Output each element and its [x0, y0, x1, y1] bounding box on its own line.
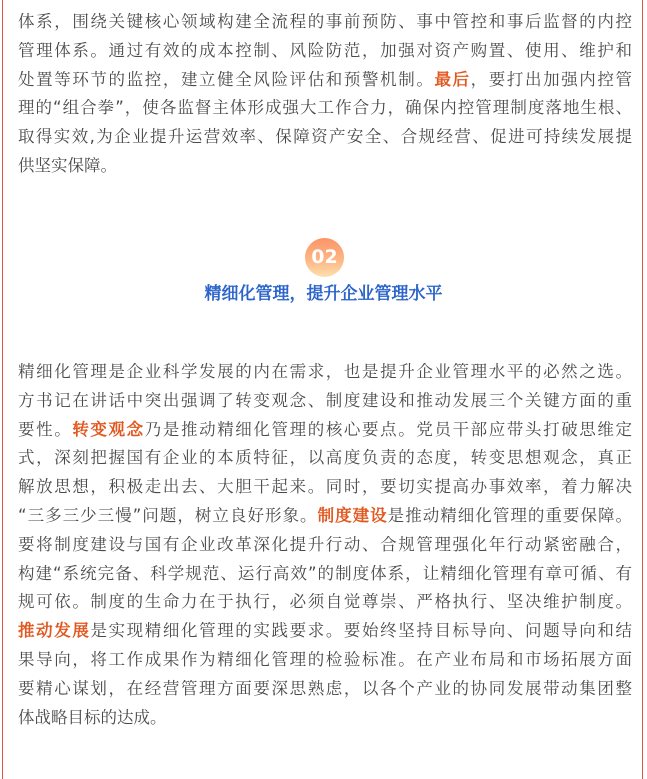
text-segment: 供坚实保障。: [18, 155, 117, 175]
text-segment: 理的“组合拳”，使各监督主体形成强大工作合力，确保内控管理制度落地生根、: [18, 98, 632, 118]
text-line: [18, 531, 632, 560]
text-segment: 规可依。制度的生命力在于执行，必须自觉尊崇、严格执行、坚决维护制度。: [18, 592, 632, 612]
text-line: [18, 123, 632, 152]
text-line: [18, 387, 632, 416]
text-segment: 解放思想，积极走出去、大胆干起来。同时，要切实提高办事效率，着力解决: [18, 477, 632, 497]
paragraph-refined-management: [18, 358, 632, 732]
text-line: [18, 617, 632, 646]
text-line: [18, 704, 632, 733]
text-segment: 处置等环节的监控，建立健全风险评估和预警机制。: [18, 69, 435, 89]
text-line: [18, 416, 632, 445]
text-segment: ，要打出加强内控管: [470, 69, 633, 89]
text-line: [18, 358, 632, 387]
text-segment: 果导向，将工作成果作为精细化管理的检验标准。在产业布局和市场拓展方面: [18, 649, 632, 669]
text-line: [18, 675, 632, 704]
text-line: [18, 646, 632, 675]
text-segment: 是推动精细化管理的重要保障。: [387, 505, 633, 525]
section-number-badge: 02: [305, 238, 344, 277]
highlighted-keyword: 制度建设: [317, 505, 388, 525]
text-segment: 精细化管理是企业科学发展的内在需求，也是提升企业管理水平的必然之选。: [18, 362, 632, 381]
text-line: [18, 560, 632, 589]
text-line: [18, 94, 632, 123]
text-segment: 要精心谋划，在经营管理方面要深思熟虑，以各个产业的协同发展带动集团整: [18, 678, 632, 698]
text-segment: 式，深刻把握国有企业的本质特征，以高度负责的态度，转变思想观念，真正: [18, 448, 632, 468]
text-segment: 构建“系统完备、科学规范、运行高效”的制度体系，让精细化管理有章可循、有: [18, 563, 632, 583]
text-line: [18, 8, 632, 37]
text-line: [18, 588, 632, 617]
text-segment: 体战略目标的达成。: [18, 707, 167, 727]
highlighted-keyword: 转变观念: [72, 419, 145, 439]
text-line: [18, 66, 632, 95]
highlighted-keyword: 最后: [434, 69, 471, 89]
section-title: 精细化管理，提升企业管理水平: [204, 284, 443, 304]
text-segment: 要性。: [18, 419, 73, 439]
text-segment: 是实现精细化管理的实践要求。要始终坚持目标导向、问题导向和结: [90, 621, 633, 641]
text-segment: 方书记在讲话中突出强调了转变观念、制度建设和推动发展三个关键方面的重: [18, 390, 632, 410]
paragraph-internal-control: [18, 8, 632, 181]
text-line: [18, 444, 632, 473]
text-segment: 体系，围绕关键核心领域构建全流程的事前预防、事中管控和事后监督的内控: [18, 12, 632, 31]
text-line: [18, 152, 632, 181]
text-line: [18, 502, 632, 531]
text-segment: 乃是推动精细化管理的核心要点。党员干部应带头打破思维定: [144, 419, 633, 439]
text-segment: 要将制度建设与国有企业改革深化提升行动、合规管理强化年行动紧密融合，: [18, 534, 632, 554]
text-segment: 管理体系。通过有效的成本控制、风险防范，加强对资产购置、使用、维护和: [18, 40, 632, 60]
text-line: [18, 473, 632, 502]
text-segment: 取得实效,为企业提升运营效率、保障资产安全、合规经营、促进可持续发展提: [18, 127, 632, 147]
highlighted-keyword: 推动发展: [18, 621, 91, 641]
text-line: [18, 37, 632, 66]
text-segment: “三多三少三慢”问题，树立良好形象。: [18, 505, 318, 525]
